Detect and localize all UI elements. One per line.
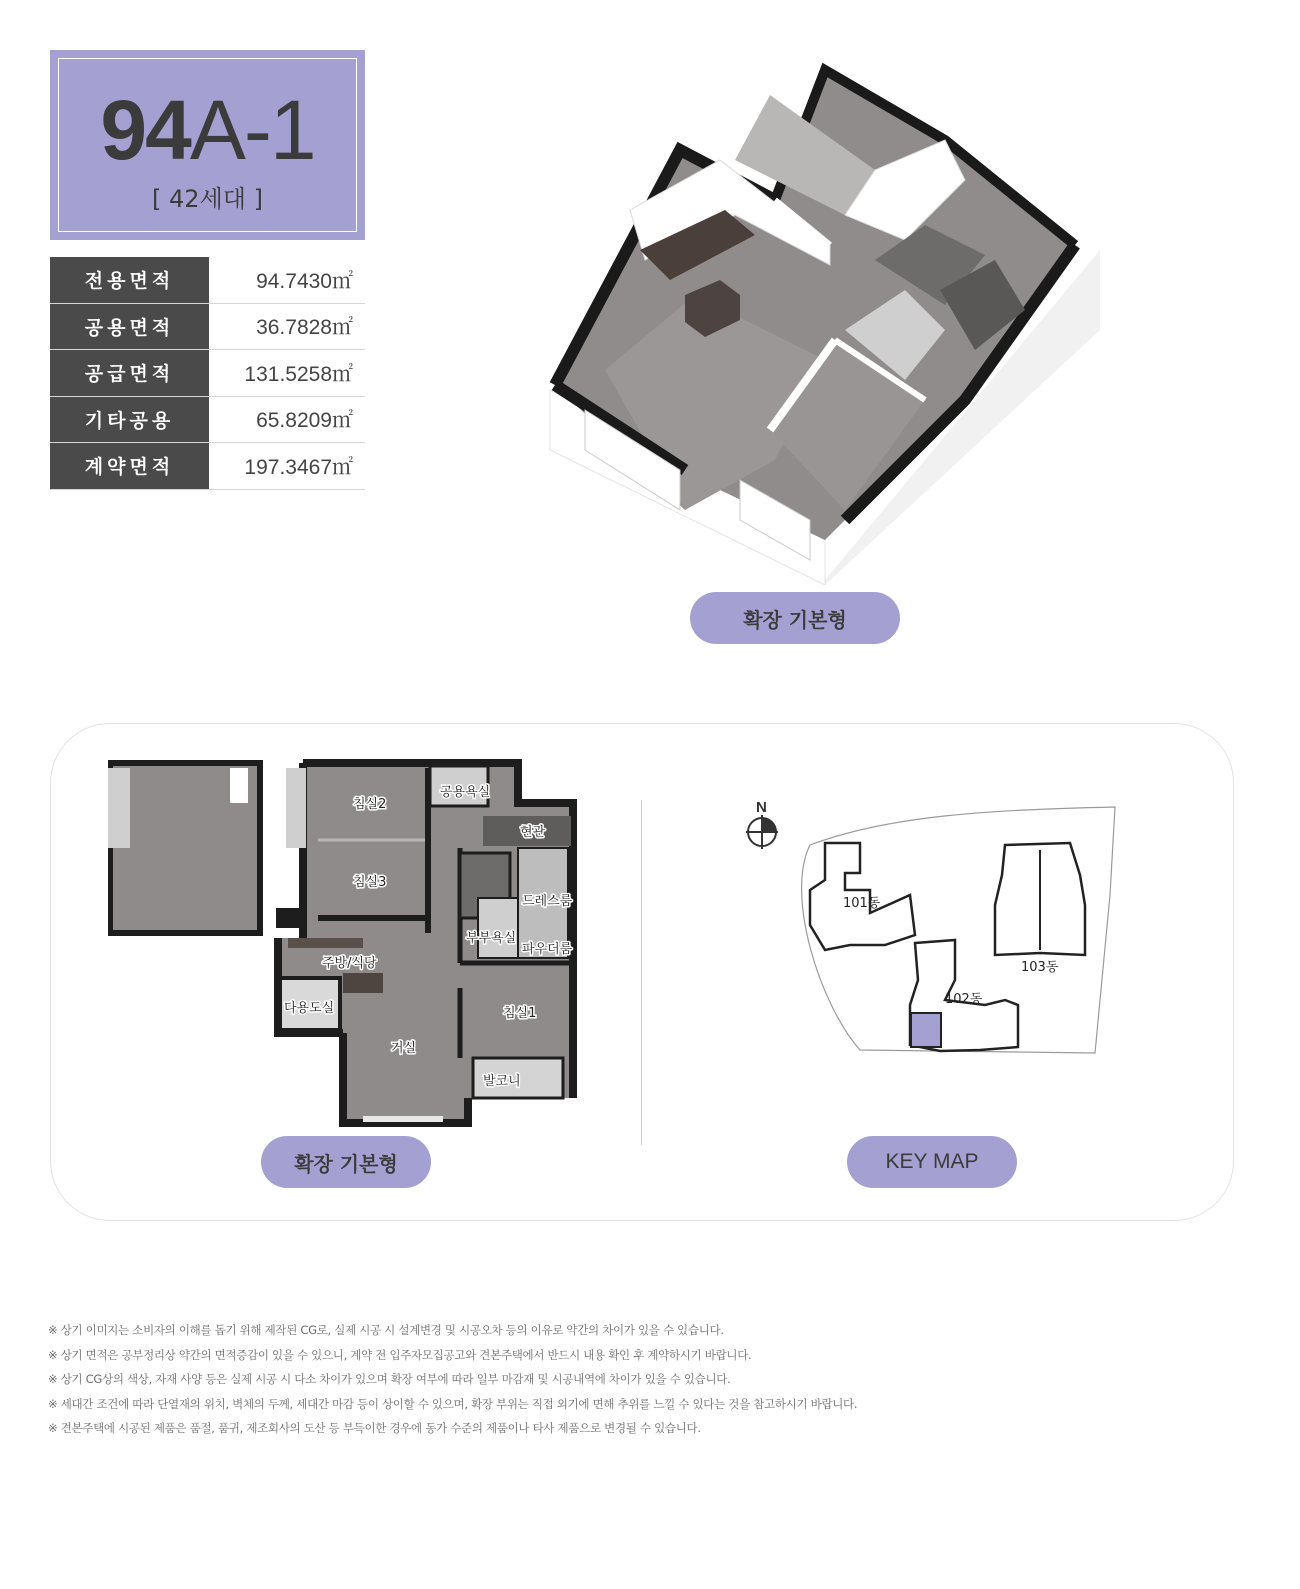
room-label-balcony: 발코니 bbox=[483, 1074, 521, 1089]
room-label-master-bath: 부부욕실 bbox=[466, 931, 517, 946]
area-value: 197.3467㎡ bbox=[244, 455, 353, 479]
unit-type-frame bbox=[58, 58, 357, 232]
area-label: 기타공용 bbox=[50, 397, 209, 443]
expansion-basic-badge: 확장 기본형 bbox=[261, 1136, 431, 1188]
area-value: 36.7828㎡ bbox=[256, 316, 353, 340]
building-101-label: 101동 bbox=[843, 896, 881, 911]
building-102-label: 102동 bbox=[945, 992, 983, 1007]
area-row bbox=[50, 443, 365, 490]
area-label: 전용면적 bbox=[50, 257, 209, 303]
area-label: 공용면적 bbox=[50, 304, 209, 350]
building-103-label: 103동 bbox=[1021, 960, 1059, 975]
room-label-bedroom2: 침실2 bbox=[353, 797, 387, 812]
disclaimer-note: ※ 상기 이미지는 소비자의 이해를 돕기 위해 제작된 CG로, 실제 시공 시 설계변경 및 시공오차 등의 이유로 약간의 차이가 있을 수 있습니다. bbox=[48, 1323, 724, 1337]
room-label-powder-room: 파우더룸 bbox=[522, 942, 573, 957]
area-row bbox=[50, 304, 365, 351]
disclaimer-note: ※ 상기 면적은 공부정리상 약간의 면적증감이 있을 수 있으니, 계약 전 입주자모집공고와 견본주택에서 반드시 내용 확인 후 계약하시기 바랍니다. bbox=[48, 1347, 752, 1362]
room-label-public-bath: 공용욕실 bbox=[440, 785, 491, 800]
room-label-dress-room: 드레스룸 bbox=[522, 894, 573, 909]
area-value: 94.7430㎡ bbox=[256, 269, 353, 293]
disclaimer-note: ※ 견본주택에 시공된 제품은 품절, 품귀, 제조회사의 도산 등 부득이한 경우에 동가 수준의 제품이나 타사 제품으로 변경될 수 있습니다. bbox=[48, 1421, 701, 1435]
area-row bbox=[50, 397, 365, 444]
area-label: 공급면적 bbox=[50, 350, 209, 396]
area-label: 계약면적 bbox=[50, 443, 209, 489]
room-label-bedroom1: 침실1 bbox=[503, 1006, 537, 1021]
household-count: [ 42세대 ] bbox=[152, 185, 263, 213]
area-value: 131.5258㎡ bbox=[244, 362, 353, 386]
unit-type-number: 94 bbox=[100, 83, 190, 177]
expansion-basic-badge: 확장 기본형 bbox=[690, 592, 900, 644]
floor-plan-drawing bbox=[108, 758, 583, 1133]
building-103-outline bbox=[995, 843, 1085, 955]
area-table bbox=[50, 257, 365, 490]
disclaimer-note: ※ 상기 CG상의 색상, 자재 사양 등은 실제 시공 시 다소 차이가 있으며 확장 여부에 따라 일부 마감재 및 시공내역에 차이가 있을 수 있습니다. bbox=[48, 1372, 731, 1386]
key-map-drawing bbox=[740, 795, 1125, 1065]
key-map bbox=[740, 795, 1125, 1065]
unit-type-suffix: A-1 bbox=[189, 83, 315, 177]
isometric-unit-view bbox=[545, 40, 1105, 585]
room-label-entrance: 현관 bbox=[520, 825, 546, 840]
room-label-kitchen: 주방/식당 bbox=[322, 956, 377, 971]
compass-icon bbox=[746, 815, 778, 849]
unit-type-box bbox=[50, 50, 365, 240]
room-label-utility: 다용도실 bbox=[284, 1001, 335, 1016]
area-value: 65.8209㎡ bbox=[256, 409, 353, 433]
disclaimer-notes bbox=[48, 1318, 1248, 1441]
key-map-badge: KEY MAP bbox=[847, 1136, 1017, 1188]
room-label-bedroom3: 침실3 bbox=[353, 875, 387, 890]
highlighted-unit bbox=[911, 1013, 941, 1047]
floor-plan bbox=[108, 758, 583, 1133]
room-label-living: 거실 bbox=[391, 1041, 417, 1056]
area-row bbox=[50, 350, 365, 397]
north-indicator: N bbox=[756, 799, 767, 816]
area-row bbox=[50, 257, 365, 304]
panel-divider bbox=[641, 800, 642, 1145]
disclaimer-note: ※ 세대간 조건에 따라 단열재의 위치, 벽체의 두께, 세대간 마감 등이 상이할 수 있으며, 확장 부위는 직접 외기에 면해 추위를 느낄 수 있다는 것을 참고하시기 바랍니다. bbox=[48, 1396, 858, 1411]
unit-type-title bbox=[59, 85, 356, 175]
isometric-unit-illustration bbox=[545, 40, 1105, 585]
